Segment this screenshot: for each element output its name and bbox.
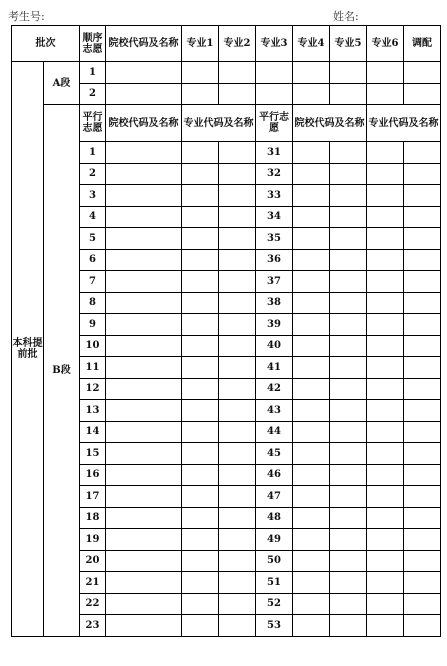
b-left-number: 13 [80,400,106,422]
b-left-major-cell[interactable] [219,357,256,379]
b-left-number: 19 [80,529,106,551]
b-right-school-cell[interactable] [293,335,330,357]
a-school-cell[interactable] [106,62,182,84]
b-left-major-cell[interactable] [182,550,219,572]
major2-header: 专业2 [219,26,256,62]
b-left-major-cell[interactable] [182,507,219,529]
b-subheader-row [12,105,441,142]
b-right-number: 42 [256,378,293,400]
b-left-major-cell[interactable] [182,421,219,443]
b-right-major-cell[interactable] [404,400,441,422]
b-left-number: 4 [80,206,106,228]
b-left-major-cell[interactable] [182,249,219,271]
b-left-school-cell[interactable] [106,615,182,637]
exam-number-label: 考生号: [8,10,45,23]
b-left-school-cell[interactable] [106,357,182,379]
b-right-major-cell[interactable] [404,249,441,271]
b-right-school-cell[interactable] [293,615,330,637]
b-right-school-cell[interactable] [293,507,330,529]
b-right-school-cell[interactable] [293,185,330,207]
b-right-school-cell[interactable] [293,142,330,164]
b-left-major-cell[interactable] [219,443,256,465]
major1-header: 专业1 [182,26,219,62]
b-right-major-cell[interactable] [404,185,441,207]
b-right-major-cell[interactable] [404,550,441,572]
b-right-school-cell[interactable] [330,464,367,486]
b-right-number: 33 [256,185,293,207]
a-major-cell[interactable] [219,83,256,105]
b-right-number: 41 [256,357,293,379]
b-left-school-cell[interactable] [106,163,182,185]
major3-header: 专业3 [256,26,293,62]
b-right-school-cell[interactable] [293,292,330,314]
b-right-major-cell[interactable] [404,206,441,228]
b-right-school-cell[interactable] [293,163,330,185]
b-right-number: 37 [256,271,293,293]
b-right-major-cell[interactable] [367,421,404,443]
b-left-major-cell[interactable] [182,464,219,486]
b-right-major-cell[interactable] [367,163,404,185]
b-left-school-cell[interactable] [106,185,182,207]
b-right-number: 45 [256,443,293,465]
a-major-cell[interactable] [330,62,367,84]
b-left-number: 9 [80,314,106,336]
b-left-major-cell[interactable] [219,163,256,185]
b-left-school-cell[interactable] [106,529,182,551]
b-right-major-cell[interactable] [367,615,404,637]
b-right-school-cell[interactable] [293,421,330,443]
school-header: 院校代码及名称 [106,26,182,62]
a-row-number: 2 [80,83,106,105]
b-right-number: 43 [256,400,293,422]
b-right-number: 48 [256,507,293,529]
b-right-major-cell[interactable] [367,593,404,615]
b-right-major-cell[interactable] [367,142,404,164]
b-right-major-cell[interactable] [404,464,441,486]
b-left-number: 3 [80,185,106,207]
b-left-major-cell[interactable] [182,486,219,508]
b-right-major-cell[interactable] [367,206,404,228]
b-left-major-cell[interactable] [182,529,219,551]
b-left-major-cell[interactable] [182,228,219,250]
b-right-school-cell[interactable] [293,400,330,422]
b-left-major-cell[interactable] [219,400,256,422]
b-right-number: 38 [256,292,293,314]
b-right-major-cell[interactable] [404,163,441,185]
b-left-major-cell[interactable] [182,163,219,185]
b-right-major-cell[interactable] [367,400,404,422]
b-right-major-cell[interactable] [367,271,404,293]
b-right-major-cell[interactable] [404,529,441,551]
b-right-school-cell[interactable] [330,378,367,400]
b-right-major-cell[interactable] [404,228,441,250]
b-right-school-cell[interactable] [330,185,367,207]
b-right-major-cell[interactable] [404,486,441,508]
major-header-left: 专业代码及名称 [182,105,256,142]
b-right-school-cell[interactable] [330,572,367,594]
b-right-major-cell[interactable] [404,314,441,336]
b-left-major-cell[interactable] [219,378,256,400]
b-right-school-cell[interactable] [330,615,367,637]
a-school-cell[interactable] [106,83,182,105]
b-left-major-cell[interactable] [219,421,256,443]
b-right-major-cell[interactable] [367,443,404,465]
b-left-major-cell[interactable] [219,486,256,508]
b-right-school-cell[interactable] [330,292,367,314]
b-right-major-cell[interactable] [367,464,404,486]
b-left-major-cell[interactable] [182,357,219,379]
b-left-school-cell[interactable] [106,443,182,465]
b-right-major-cell[interactable] [367,550,404,572]
b-right-major-cell[interactable] [404,443,441,465]
b-right-school-cell[interactable] [293,464,330,486]
b-left-major-cell[interactable] [182,271,219,293]
b-left-number: 2 [80,163,106,185]
b-left-number: 14 [80,421,106,443]
b-right-school-cell[interactable] [293,378,330,400]
b-right-school-cell[interactable] [330,142,367,164]
b-left-major-cell[interactable] [182,335,219,357]
b-left-major-cell[interactable] [219,185,256,207]
b-right-school-cell[interactable] [330,593,367,615]
b-right-school-cell[interactable] [293,529,330,551]
b-left-major-cell[interactable] [219,529,256,551]
b-right-major-cell[interactable] [404,335,441,357]
b-left-number: 17 [80,486,106,508]
b-right-major-cell[interactable] [367,335,404,357]
a-adjust-cell[interactable] [404,62,441,84]
b-right-school-cell[interactable] [293,443,330,465]
b-right-school-cell[interactable] [330,271,367,293]
b-right-major-cell[interactable] [404,421,441,443]
b-right-major-cell[interactable] [367,314,404,336]
batch-header: 批次 [12,26,80,62]
b-right-major-cell[interactable] [404,357,441,379]
b-right-school-cell[interactable] [330,206,367,228]
b-right-number: 35 [256,228,293,250]
b-right-school-cell[interactable] [293,572,330,594]
b-right-major-cell[interactable] [404,615,441,637]
b-right-school-cell[interactable] [330,228,367,250]
b-left-school-cell[interactable] [106,550,182,572]
b-right-school-cell[interactable] [330,314,367,336]
b-left-major-cell[interactable] [182,378,219,400]
b-left-school-cell[interactable] [106,142,182,164]
b-left-school-cell[interactable] [106,464,182,486]
b-right-school-cell[interactable] [330,400,367,422]
b-left-major-cell[interactable] [219,464,256,486]
b-right-school-cell[interactable] [330,443,367,465]
order-header: 顺序志愿 [80,26,106,62]
b-left-number: 21 [80,572,106,594]
b-right-school-cell[interactable] [330,357,367,379]
b-right-number: 40 [256,335,293,357]
b-right-number: 52 [256,593,293,615]
b-left-major-cell[interactable] [182,206,219,228]
b-left-school-cell[interactable] [106,507,182,529]
adjust-header: 调配 [404,26,441,62]
b-left-number: 16 [80,464,106,486]
section-a-label: A段 [44,62,80,105]
b-right-school-cell[interactable] [330,335,367,357]
b-right-school-cell[interactable] [330,529,367,551]
a-row [12,62,441,84]
b-right-school-cell[interactable] [293,357,330,379]
b-right-school-cell[interactable] [293,249,330,271]
b-left-major-cell[interactable] [182,400,219,422]
b-right-number: 32 [256,163,293,185]
b-left-number: 6 [80,249,106,271]
b-left-major-cell[interactable] [182,142,219,164]
b-left-number: 12 [80,378,106,400]
parallel-header-right: 平行志愿 [256,105,293,142]
b-left-number: 18 [80,507,106,529]
b-right-major-cell[interactable] [367,185,404,207]
b-right-major-cell[interactable] [404,378,441,400]
b-right-school-cell[interactable] [293,314,330,336]
b-right-major-cell[interactable] [367,378,404,400]
a-major-cell[interactable] [330,83,367,105]
b-right-major-cell[interactable] [404,572,441,594]
b-right-school-cell[interactable] [330,486,367,508]
b-left-school-cell[interactable] [106,271,182,293]
a-adjust-cell[interactable] [404,83,441,105]
b-right-number: 51 [256,572,293,594]
b-left-major-cell[interactable] [182,292,219,314]
parallel-header-left: 平行志愿 [80,105,106,142]
form-header [0,8,447,22]
b-left-number: 15 [80,443,106,465]
b-left-major-cell[interactable] [182,572,219,594]
a-major-cell[interactable] [219,62,256,84]
b-right-number: 47 [256,486,293,508]
b-right-number: 39 [256,314,293,336]
b-right-major-cell[interactable] [404,593,441,615]
b-left-school-cell[interactable] [106,292,182,314]
b-right-school-cell[interactable] [293,228,330,250]
b-right-major-cell[interactable] [367,572,404,594]
table-header-row [12,26,441,62]
b-left-number: 7 [80,271,106,293]
b-left-number: 20 [80,550,106,572]
major6-header: 专业6 [367,26,404,62]
b-right-major-cell[interactable] [367,507,404,529]
a-major-cell[interactable] [182,83,219,105]
a-major-cell[interactable] [293,62,330,84]
b-left-number: 22 [80,593,106,615]
b-left-number: 23 [80,615,106,637]
application-form-table [11,25,441,637]
b-right-major-cell[interactable] [404,507,441,529]
a-major-cell[interactable] [256,62,293,84]
b-left-major-cell[interactable] [219,249,256,271]
b-left-school-cell[interactable] [106,400,182,422]
b-left-major-cell[interactable] [219,206,256,228]
b-left-major-cell[interactable] [182,314,219,336]
b-left-major-cell[interactable] [219,615,256,637]
b-left-school-cell[interactable] [106,486,182,508]
a-major-cell[interactable] [293,83,330,105]
b-right-major-cell[interactable] [404,292,441,314]
a-row-number: 1 [80,62,106,84]
b-right-major-cell[interactable] [367,529,404,551]
b-right-school-cell[interactable] [293,550,330,572]
b-left-school-cell[interactable] [106,421,182,443]
b-right-major-cell[interactable] [367,249,404,271]
a-major-cell[interactable] [256,83,293,105]
b-left-major-cell[interactable] [219,572,256,594]
b-left-school-cell[interactable] [106,206,182,228]
b-left-major-cell[interactable] [219,593,256,615]
b-right-number: 50 [256,550,293,572]
b-left-school-cell[interactable] [106,572,182,594]
b-left-number: 10 [80,335,106,357]
b-right-number: 44 [256,421,293,443]
b-right-major-cell[interactable] [367,228,404,250]
b-left-major-cell[interactable] [219,228,256,250]
b-right-major-cell[interactable] [404,142,441,164]
b-left-major-cell[interactable] [182,443,219,465]
b-left-major-cell[interactable] [182,615,219,637]
b-left-number: 5 [80,228,106,250]
b-right-school-cell[interactable] [293,206,330,228]
b-right-school-cell[interactable] [293,271,330,293]
b-left-major-cell[interactable] [219,550,256,572]
b-left-major-cell[interactable] [182,593,219,615]
b-right-number: 31 [256,142,293,164]
b-right-number: 49 [256,529,293,551]
school-header-right: 院校代码及名称 [293,105,367,142]
b-right-major-cell[interactable] [367,292,404,314]
b-left-school-cell[interactable] [106,314,182,336]
section-b-label: B段 [44,105,80,637]
b-right-school-cell[interactable] [330,507,367,529]
b-left-major-cell[interactable] [182,185,219,207]
b-left-school-cell[interactable] [106,249,182,271]
b-left-major-cell[interactable] [219,142,256,164]
b-right-number: 53 [256,615,293,637]
batch-cell: 本科提前批 [12,62,44,637]
b-left-school-cell[interactable] [106,228,182,250]
major4-header: 专业4 [293,26,330,62]
b-left-number: 11 [80,357,106,379]
major5-header: 专业5 [330,26,367,62]
a-major-cell[interactable] [182,62,219,84]
b-left-school-cell[interactable] [106,378,182,400]
b-left-major-cell[interactable] [219,314,256,336]
b-right-major-cell[interactable] [367,357,404,379]
b-right-school-cell[interactable] [293,593,330,615]
b-right-school-cell[interactable] [330,163,367,185]
b-left-number: 8 [80,292,106,314]
major-header-right: 专业代码及名称 [367,105,441,142]
b-left-major-cell[interactable] [219,507,256,529]
b-left-number: 1 [80,142,106,164]
b-right-major-cell[interactable] [404,271,441,293]
b-left-major-cell[interactable] [219,292,256,314]
b-right-school-cell[interactable] [330,421,367,443]
b-right-school-cell[interactable] [293,486,330,508]
b-right-school-cell[interactable] [330,249,367,271]
b-right-number: 36 [256,249,293,271]
a-major-cell[interactable] [367,83,404,105]
b-right-school-cell[interactable] [330,550,367,572]
b-right-number: 46 [256,464,293,486]
school-header-left: 院校代码及名称 [106,105,182,142]
b-left-major-cell[interactable] [219,271,256,293]
b-right-number: 34 [256,206,293,228]
b-left-school-cell[interactable] [106,335,182,357]
b-right-major-cell[interactable] [367,486,404,508]
b-left-school-cell[interactable] [106,593,182,615]
b-left-major-cell[interactable] [219,335,256,357]
a-major-cell[interactable] [367,62,404,84]
name-label: 姓名: [333,10,359,23]
